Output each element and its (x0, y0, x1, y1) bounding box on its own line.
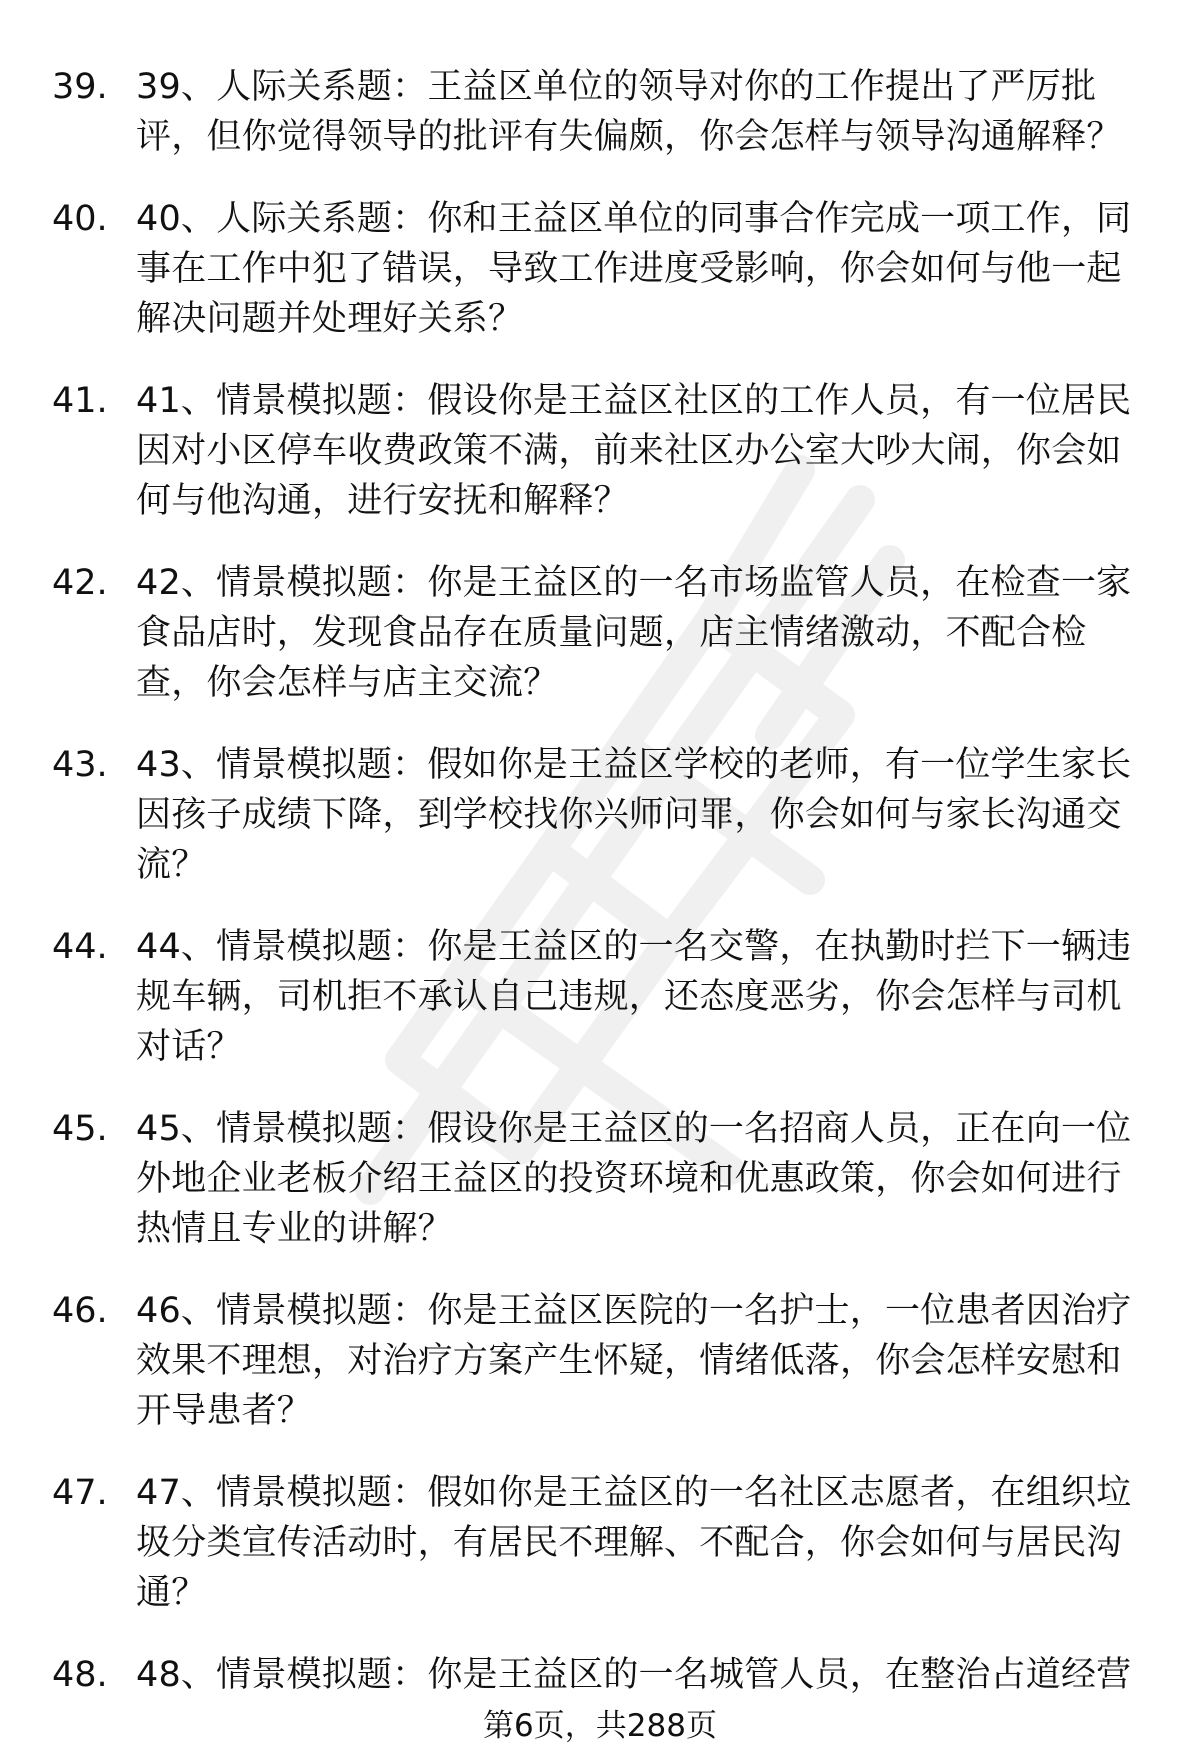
question-text: 43、情景模拟题：假如你是王益区学校的老师，有一位学生家长因孩子成绩下降，到学校找你兴师问罪，你会如何与家长沟通交流？ (136, 745, 1132, 885)
question-item-40 (52, 194, 1148, 344)
question-number: 44. (52, 927, 108, 967)
question-text: 46、情景模拟题：你是王益区医院的一名护士，一位患者因治疗效果不理想，对治疗方案产生怀疑，情绪低落，你会怎样安慰和开导患者？ (136, 1291, 1132, 1431)
question-number: 48. (52, 1655, 108, 1695)
question-item-48 (52, 1650, 1148, 1700)
question-item-45 (52, 1104, 1148, 1254)
question-number: 39. (52, 67, 108, 107)
question-number: 41. (52, 381, 108, 421)
question-text: 41、情景模拟题：假设你是王益区社区的工作人员，有一位居民因对小区停车收费政策不满，前来社区办公室大吵大闹，你会如何与他沟通，进行安抚和解释？ (136, 381, 1132, 521)
question-number: 40. (52, 199, 108, 239)
question-text: 48、情景模拟题：你是王益区的一名城管人员，在整治占道经营 (136, 1655, 1132, 1695)
question-text: 39、人际关系题：王益区单位的领导对你的工作提出了严厉批评，但你觉得领导的批评有失偏颇，你会怎样与领导沟通解释？ (136, 67, 1122, 157)
question-item-39 (52, 62, 1148, 162)
question-number: 43. (52, 745, 108, 785)
question-item-43 (52, 740, 1148, 890)
question-text: 40、人际关系题：你和王益区单位的同事合作完成一项工作，同事在工作中犯了错误，导致工作进度受影响，你会如何与他一起解决问题并处理好关系？ (136, 199, 1132, 339)
question-text: 42、情景模拟题：你是王益区的一名市场监管人员，在检查一家食品店时，发现食品存在质量问题，店主情绪激动，不配合检查，你会怎样与店主交流？ (136, 563, 1132, 703)
question-item-46 (52, 1286, 1148, 1436)
question-item-41 (52, 376, 1148, 526)
question-text: 47、情景模拟题：假如你是王益区的一名社区志愿者，在组织垃圾分类宣传活动时，有居民不理解、不配合，你会如何与居民沟通？ (136, 1473, 1132, 1613)
page-footer: 第6页，共288页 (483, 1708, 717, 1744)
question-text: 45、情景模拟题：假设你是王益区的一名招商人员，正在向一位外地企业老板介绍王益区的投资环境和优惠政策，你会如何进行热情且专业的讲解？ (136, 1109, 1132, 1249)
question-number: 45. (52, 1109, 108, 1149)
question-number: 42. (52, 563, 108, 603)
question-list (52, 62, 1148, 1732)
question-item-47 (52, 1468, 1148, 1618)
question-item-42 (52, 558, 1148, 708)
question-number: 47. (52, 1473, 108, 1513)
question-number: 46. (52, 1291, 108, 1331)
question-text: 44、情景模拟题：你是王益区的一名交警，在执勤时拦下一辆违规车辆，司机拒不承认自己违规，还态度恶劣，你会怎样与司机对话？ (136, 927, 1132, 1067)
question-item-44 (52, 922, 1148, 1072)
